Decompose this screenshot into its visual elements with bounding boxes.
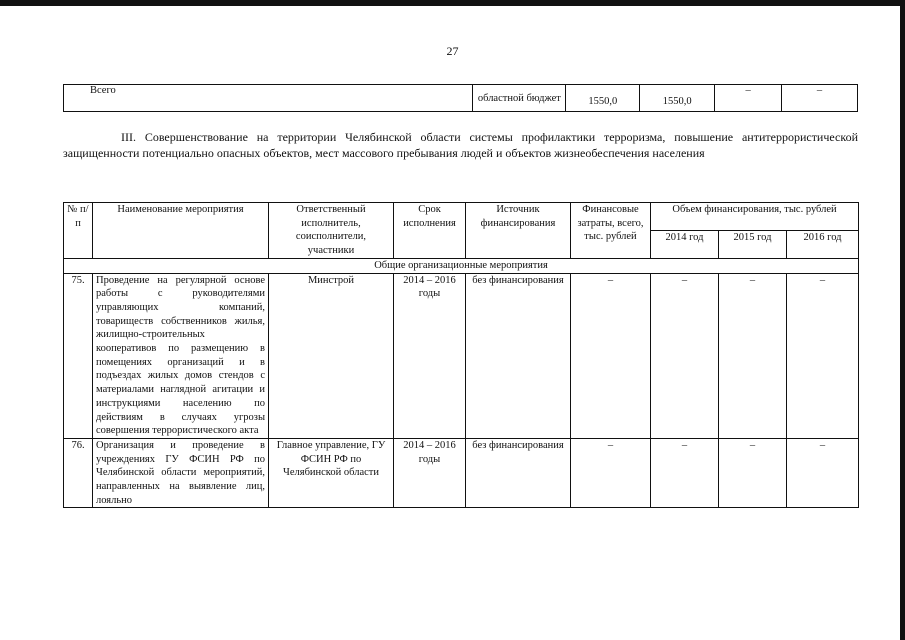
header-row-1	[64, 203, 859, 231]
total-source: областной бюджет	[473, 85, 566, 112]
header-num: № п/п	[64, 203, 93, 259]
header-executor: Ответственный исполнитель, соисполнители, участники	[269, 203, 394, 259]
row-term: 2014 – 2016 годы	[394, 273, 466, 438]
header-volume: Объем финансирования, тыс. рублей	[651, 203, 859, 231]
row-term: 2014 – 2016 годы	[394, 438, 466, 508]
row-2014: –	[651, 273, 719, 438]
scan-right-border	[900, 0, 905, 640]
row-2016: –	[787, 438, 859, 508]
total-row	[64, 85, 858, 112]
row-costs: –	[571, 273, 651, 438]
row-2016: –	[787, 273, 859, 438]
total-2014: 1550,0	[640, 85, 715, 112]
header-2015: 2015 год	[719, 230, 787, 258]
section-heading: III. Совершенствование на территории Челябинской области системы профилактики терроризма, повышение антитеррористической защищенности потенциально опасных объектов, мест массового пребывания людей и объектов жизнеобеспечения населения	[63, 130, 858, 160]
scan-top-border	[0, 0, 905, 6]
row-2014: –	[651, 438, 719, 508]
row-name: Организация и проведение в учреждениях ГУ ФСИН РФ по Челябинской области мероприятий, направленных на выявление лиц, лояльно	[93, 438, 269, 508]
row-num: 76.	[64, 438, 93, 508]
row-num: 75.	[64, 273, 93, 438]
page-number: 27	[446, 44, 459, 58]
row-costs: –	[571, 438, 651, 508]
row-executor: Минстрой	[269, 273, 394, 438]
header-2016: 2016 год	[787, 230, 859, 258]
row-2015: –	[719, 273, 787, 438]
row-2015: –	[719, 438, 787, 508]
header-name: Наименование мероприятия	[93, 203, 269, 259]
header-source: Источник финансирования	[466, 203, 571, 259]
row-name: Проведение на регулярной основе работы с руководителями управляющих компаний, товариществ собственников жилья, жилищно-строительных кооперативов по размещению в помещениях организаций и в подъездах жилых домов стендов с материалами наглядной агитации и инструкциями населению по действиям в случаях угрозы совершения террористического акта	[93, 273, 269, 438]
total-2016: –	[782, 85, 858, 112]
table-row	[64, 438, 859, 508]
total-row-table	[63, 84, 858, 112]
header-costs: Финансовые затраты, всего, тыс. рублей	[571, 203, 651, 259]
header-term: Срок исполнения	[394, 203, 466, 259]
measures-table	[63, 202, 859, 508]
row-source: без финансирования	[466, 273, 571, 438]
row-executor: Главное управление, ГУ ФСИН РФ по Челябинской области	[269, 438, 394, 508]
section-row	[64, 258, 859, 273]
total-sum: 1550,0	[566, 85, 640, 112]
total-2015: –	[715, 85, 782, 112]
header-2014: 2014 год	[651, 230, 719, 258]
total-label: Всего	[64, 85, 473, 112]
row-source: без финансирования	[466, 438, 571, 508]
section-title: Общие организационные мероприятия	[64, 258, 859, 273]
table-row	[64, 273, 859, 438]
